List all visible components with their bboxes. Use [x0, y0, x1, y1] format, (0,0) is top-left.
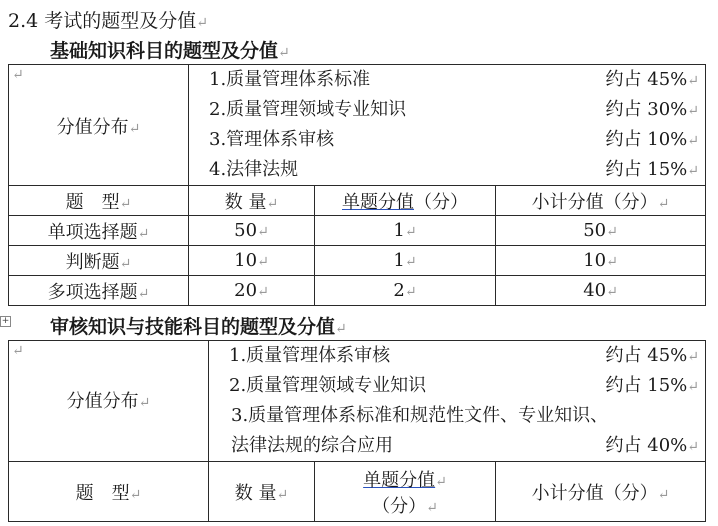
cell-subtotal: 50↵: [496, 216, 706, 246]
table-header-row: [9, 186, 706, 216]
paragraph-mark: ↵: [12, 343, 24, 359]
basic-knowledge-table: [8, 64, 706, 306]
distribution-item: 3.质量管理体系标准和规范性文件、专业知识、: [231, 405, 609, 426]
distribution-item: 2.质量管理领域专业知识 约占 15%↵: [229, 375, 700, 396]
distribution-item: 2.质量管理领域专业知识 约占 30%↵: [209, 99, 700, 120]
cell-unit-score: 1↵: [315, 246, 496, 276]
distribution-label: 分值分布↵: [56, 117, 141, 138]
distribution-label-cell: [9, 65, 189, 186]
subsection-title-2: 审核知识与技能科目的题型及分值↵: [50, 316, 347, 338]
paragraph-mark: ↵: [12, 67, 24, 83]
cell-type: 单项选择题↵: [9, 216, 189, 246]
table-header-row: [9, 462, 706, 522]
cell-unit-score: 1↵: [315, 216, 496, 246]
distribution-label-cell: [9, 341, 209, 462]
distribution-list: [209, 341, 706, 462]
paragraph-mark: ↵: [196, 15, 208, 31]
cell-type: 多项选择题↵: [9, 276, 189, 306]
table-row: [9, 216, 706, 246]
cell-quantity: 10↵: [189, 246, 315, 276]
header-unit-score: 单题分值↵ （分）↵: [315, 462, 496, 522]
table-row: [9, 246, 706, 276]
table-move-handle-icon[interactable]: +: [1, 316, 10, 326]
distribution-item: 4.法律法规 约占 15%↵: [209, 159, 700, 180]
header-quantity: 数 量↵: [209, 462, 315, 522]
header-subtotal: 小计分值（分）↵: [496, 186, 706, 216]
header-subtotal: 小计分值（分）↵: [496, 462, 706, 522]
cell-subtotal: 10↵: [496, 246, 706, 276]
cell-unit-score: 2↵: [315, 276, 496, 306]
distribution-item: 法律法规的综合应用 约占 40%↵: [231, 435, 700, 456]
distribution-item: 1.质量管理体系审核 约占 45%↵: [229, 345, 700, 366]
audit-skills-table: [8, 340, 706, 522]
cell-quantity: 50↵: [189, 216, 315, 246]
distribution-item: 3.管理体系审核 约占 10%↵: [209, 129, 700, 150]
section-heading: 2.4 考试的题型及分值↵: [8, 10, 208, 32]
paragraph-mark: ↵: [335, 321, 347, 337]
cell-subtotal: 40↵: [496, 276, 706, 306]
header-type: 题 型↵: [9, 462, 209, 522]
subsection-title-1: 基础知识科目的题型及分值↵: [50, 40, 290, 62]
distribution-label: 分值分布↵: [66, 391, 151, 412]
paragraph-mark: ↵: [278, 45, 290, 61]
header-type: 题 型↵: [9, 186, 189, 216]
header-unit-score: 单题分值（分）: [315, 186, 496, 216]
table-row: [9, 276, 706, 306]
header-quantity: 数 量↵: [189, 186, 315, 216]
distribution-list: [189, 65, 706, 186]
cell-type: 判断题↵: [9, 246, 189, 276]
distribution-item: 1.质量管理体系标准 约占 45%↵: [209, 69, 700, 90]
cell-quantity: 20↵: [189, 276, 315, 306]
